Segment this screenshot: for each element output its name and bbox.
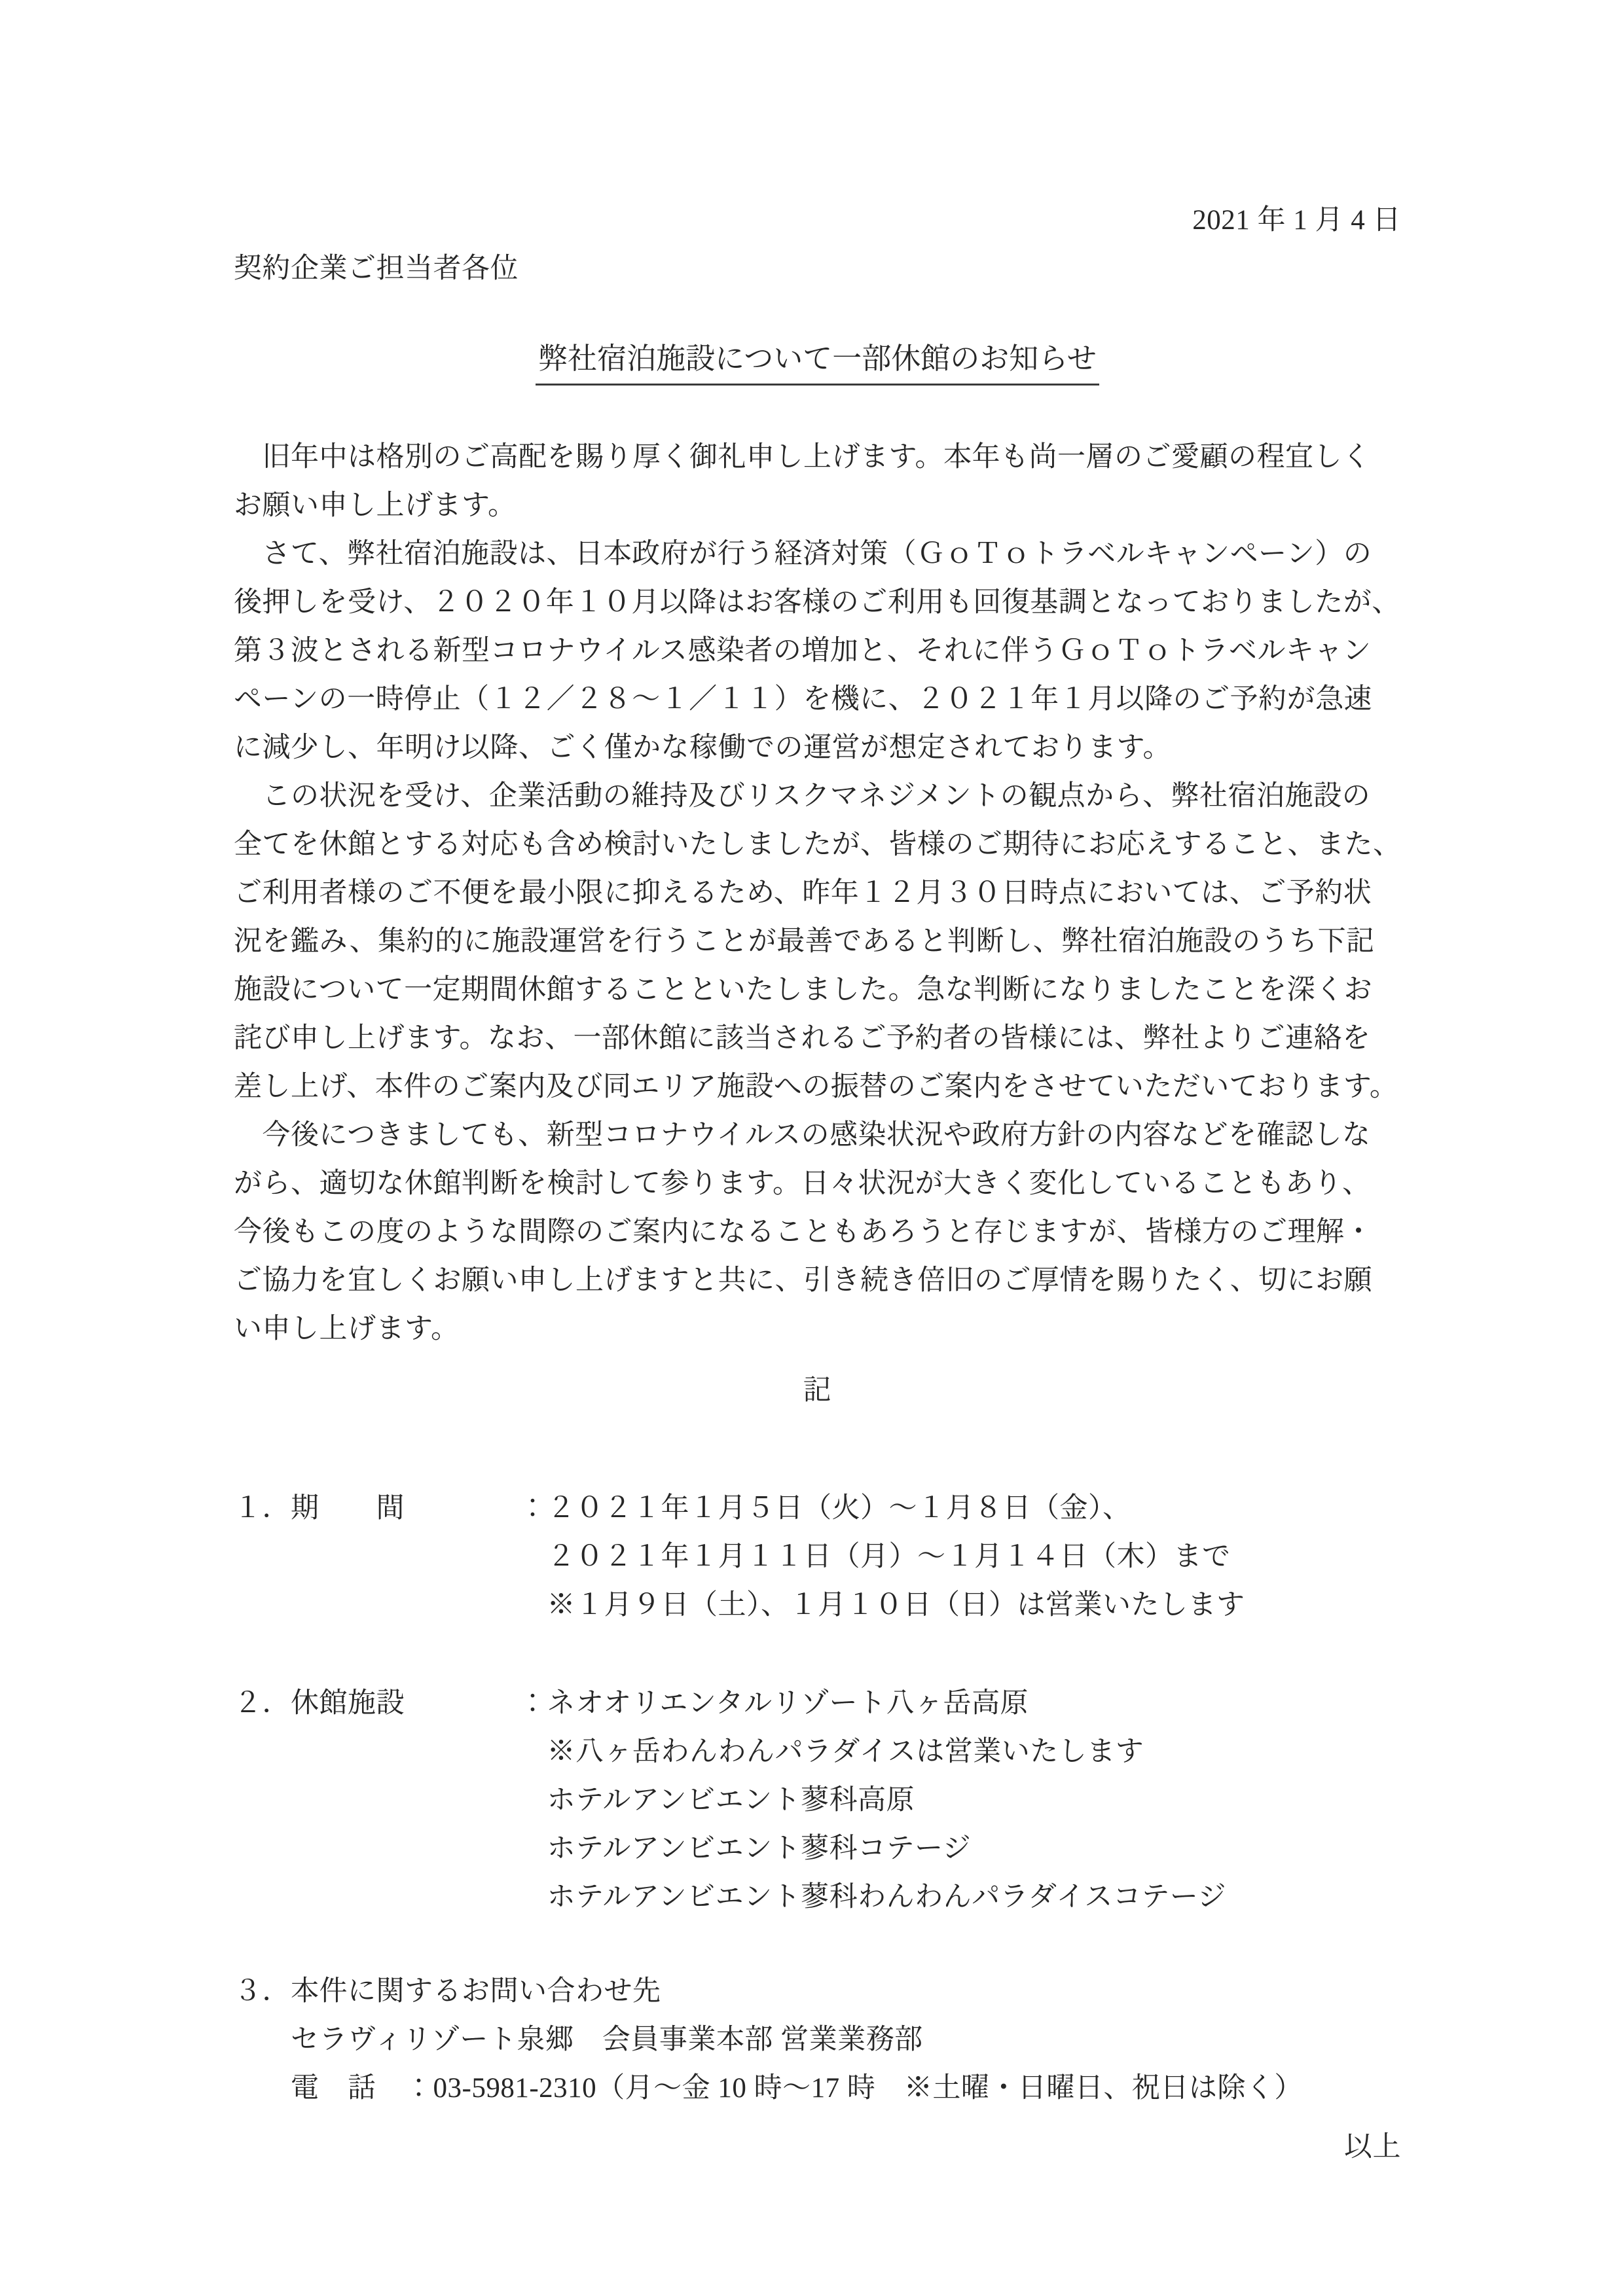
list-item-contact xyxy=(234,1967,1401,2113)
body-line: さて、弊社宿泊施設は、日本政府が行う経済対策（ＧｏＴｏトラベルキャンペーン）の xyxy=(234,539,1372,569)
body-line: 第３波とされる新型コロナウイルス感染者の増加と、それに伴うＧｏＴｏトラベルキャン xyxy=(234,636,1372,666)
body-line: 今後につきましても、新型コロナウイルスの感染状況や政府方針の内容などを確認しな xyxy=(234,1120,1371,1151)
body-line: に減少し、年明け以降、ごく僅かな稼働での運営が想定されております。 xyxy=(234,732,1172,763)
list-item-line: ２０２１年１月１１日（月）～１月１４日（木）まで xyxy=(234,1541,1231,1572)
contact-phone-line: 電 話 ：03-5981-2310（月～金 10 時～17 時 ※土曜・日曜日、祝日は除く） xyxy=(234,2073,1303,2104)
list-item-line: ※１月９日（土）、１月１０日（日）は営業いたします xyxy=(234,1590,1245,1621)
body-line: 詫び申し上げます。なお、一部休館に該当されるご予約者の皆様には、弊社よりご連絡を xyxy=(234,1023,1371,1054)
list-item-period xyxy=(234,1484,1401,1630)
body-line: ご協力を宜しくお願い申し上げますと共に、引き続き倍旧のご厚情を賜りたく、切にお願 xyxy=(234,1265,1373,1296)
list-item-line: ※八ヶ岳わんわんパラダイスは営業いたします xyxy=(234,1736,1144,1767)
closing-marker: 以上 xyxy=(1344,2132,1401,2162)
list-item-line: ３．本件に関するお問い合わせ先 xyxy=(234,1976,661,2007)
body-line: お願い申し上げます。 xyxy=(234,490,517,521)
body-line: 後押しを受け、２０２０年１０月以降はお客様のご利用も回復基調となっておりましたが、 xyxy=(234,587,1400,618)
list-item-line: １．期 間 ：２０２１年１月５日（火）～１月８日（金）、 xyxy=(234,1493,1131,1524)
body-line: ペーンの一時停止（１２／２８～１／１１）を機に、２０２１年１月以降のご予約が急速 xyxy=(234,684,1373,715)
title-row xyxy=(234,339,1401,390)
body-line: 旧年中は格別のご高配を賜り厚く御礼申し上げます。本年も尚一層のご愛顧の程宜しく xyxy=(234,442,1371,473)
body-text xyxy=(234,433,1401,1354)
list-item-closed-facilities xyxy=(234,1679,1401,1922)
list-item-line: ２．休館施設 ：ネオオリエンタルリゾート八ヶ岳高原 xyxy=(234,1688,1029,1719)
body-line: 全てを休館とする対応も含め検討いたしましたが、皆様のご期待にお応えすること、また、 xyxy=(234,829,1402,860)
list-item-line: セラヴィリゾート泉郷 会員事業本部 営業業務部 xyxy=(234,2024,923,2055)
document-date: 2021 年 1 月 4 日 xyxy=(1192,205,1401,236)
body-line: い申し上げます。 xyxy=(234,1314,460,1344)
list-item-line: ホテルアンビエント蓼科わんわんパラダイスコテージ xyxy=(234,1882,1227,1912)
body-line: 今後もこの度のような間際のご案内になることもあろうと存じますが、皆様方のご理解・ xyxy=(234,1217,1373,1247)
body-line: 施設について一定期間休館することといたしました。急な判断になりましたことを深くお xyxy=(234,975,1373,1005)
page-title: 弊社宿泊施設について一部休館のお知らせ xyxy=(536,339,1099,386)
body-line: がら、適切な休館判断を検討して参ります。日々状況が大きく変化していることもあり、 xyxy=(234,1168,1371,1199)
list-item-line: ホテルアンビエント蓼科高原 xyxy=(234,1785,915,1816)
body-line: 差し上げ、本件のご案内及び同エリア施設への振替のご案内をさせていただいております。 xyxy=(234,1071,1398,1102)
body-line: ご利用者様のご不便を最小限に抑えるため、昨年１２月３０日時点においては、ご予約状 xyxy=(234,878,1372,908)
body-line: 況を鑑み、集約的に施設運営を行うことが最善であると判断し、弊社宿泊施設のうち下記 xyxy=(234,926,1375,957)
ki-marker: 記 xyxy=(803,1375,832,1406)
addressee: 契約企業ご担当者各位 xyxy=(234,253,519,284)
body-line: この状況を受け、企業活動の維持及びリスクマネジメントの観点から、弊社宿泊施設の xyxy=(234,781,1371,812)
list-item-line: ホテルアンビエント蓼科コテージ xyxy=(234,1833,972,1864)
